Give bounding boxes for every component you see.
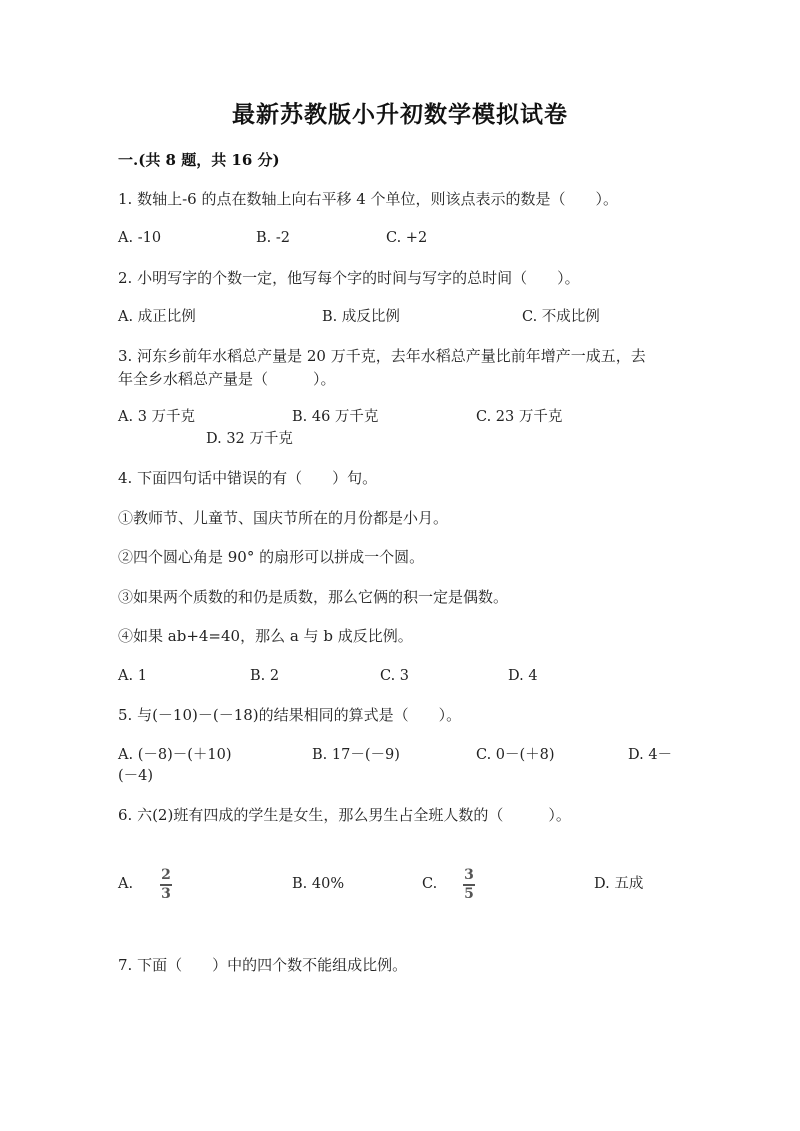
question-6-option-d[interactable]: D. 五成 — [594, 876, 644, 892]
question-2-stem: 2. 小明写字的个数一定，他写每个字的时间与写字的总时间（ ）。 — [118, 269, 580, 287]
question-5-option-d-continued: (－4) — [118, 768, 154, 784]
fraction-denominator: 5 — [464, 885, 474, 902]
question-3-stem-line1: 3. 河东乡前年水稻总产量是 20 万千克，去年水稻总产量比前年增产一成五，去 — [118, 347, 646, 365]
question-1-option-a[interactable]: A. -10 — [118, 230, 162, 246]
question-4-option-c[interactable]: C. 3 — [380, 668, 410, 684]
question-2-option-b[interactable]: B. 成反比例 — [322, 309, 400, 325]
question-3-option-c[interactable]: C. 23 万千克 — [476, 409, 563, 425]
question-3-stem-line2: 年全乡水稻总产量是（ ）。 — [118, 370, 336, 388]
question-7-stem: 7. 下面（ ）中的四个数不能组成比例。 — [118, 956, 408, 974]
question-3-option-d[interactable]: D. 32 万千克 — [206, 431, 293, 447]
question-4-statement-4: ④如果 ab+4=40，那么 a 与 b 成反比例。 — [118, 627, 413, 645]
question-4-statement-3: ③如果两个质数的和仍是质数，那么它俩的积一定是偶数。 — [118, 588, 509, 606]
question-6-option-a[interactable]: A. — [118, 876, 134, 892]
page-title: 最新苏教版小升初数学模拟试卷 — [232, 101, 568, 128]
question-4-option-a[interactable]: A. 1 — [118, 668, 147, 684]
question-6-option-c-fraction — [463, 868, 475, 902]
question-1-stem: 1. 数轴上-6 的点在数轴上向右平移 4 个单位，则该点表示的数是（ ）。 — [118, 190, 619, 208]
question-4-statement-1: ①教师节、儿童节、国庆节所在的月份都是小月。 — [118, 509, 449, 527]
question-1-option-b[interactable]: B. -2 — [256, 230, 290, 246]
fraction-denominator: 3 — [161, 885, 171, 902]
question-5-option-d[interactable]: D. 4－ — [628, 747, 673, 763]
question-2-option-c[interactable]: C. 不成比例 — [522, 309, 600, 325]
question-1-option-c[interactable]: C. +2 — [386, 230, 428, 246]
question-6-option-a-fraction — [160, 868, 172, 902]
section-heading: 一.(共 8 题，共 16 分) — [118, 151, 280, 169]
question-3-option-b[interactable]: B. 46 万千克 — [292, 409, 379, 425]
question-5-stem: 5. 与(－10)－(－18)的结果相同的算式是（ ）。 — [118, 706, 462, 724]
question-4-statement-2: ②四个圆心角是 90° 的扇形可以拼成一个圆。 — [118, 548, 425, 566]
fraction-numerator: 3 — [464, 867, 474, 883]
question-4-stem: 4. 下面四句话中错误的有（ ）句。 — [118, 469, 378, 487]
question-5-option-c[interactable]: C. 0－(＋8) — [476, 747, 555, 763]
question-5-option-a[interactable]: A. (－8)－(＋10) — [118, 747, 232, 763]
question-6-option-c[interactable]: C. — [422, 876, 438, 892]
question-2-option-a[interactable]: A. 成正比例 — [118, 309, 196, 325]
question-6-option-b[interactable]: B. 40% — [292, 876, 345, 892]
question-6-stem: 6. 六(2)班有四成的学生是女生，那么男生占全班人数的（ ）。 — [118, 806, 571, 824]
question-3-option-a[interactable]: A. 3 万千克 — [118, 409, 196, 425]
question-4-option-b[interactable]: B. 2 — [250, 668, 280, 684]
fraction-numerator: 2 — [161, 867, 171, 883]
question-5-option-b[interactable]: B. 17－(－9) — [312, 747, 400, 763]
question-4-option-d[interactable]: D. 4 — [508, 668, 538, 684]
